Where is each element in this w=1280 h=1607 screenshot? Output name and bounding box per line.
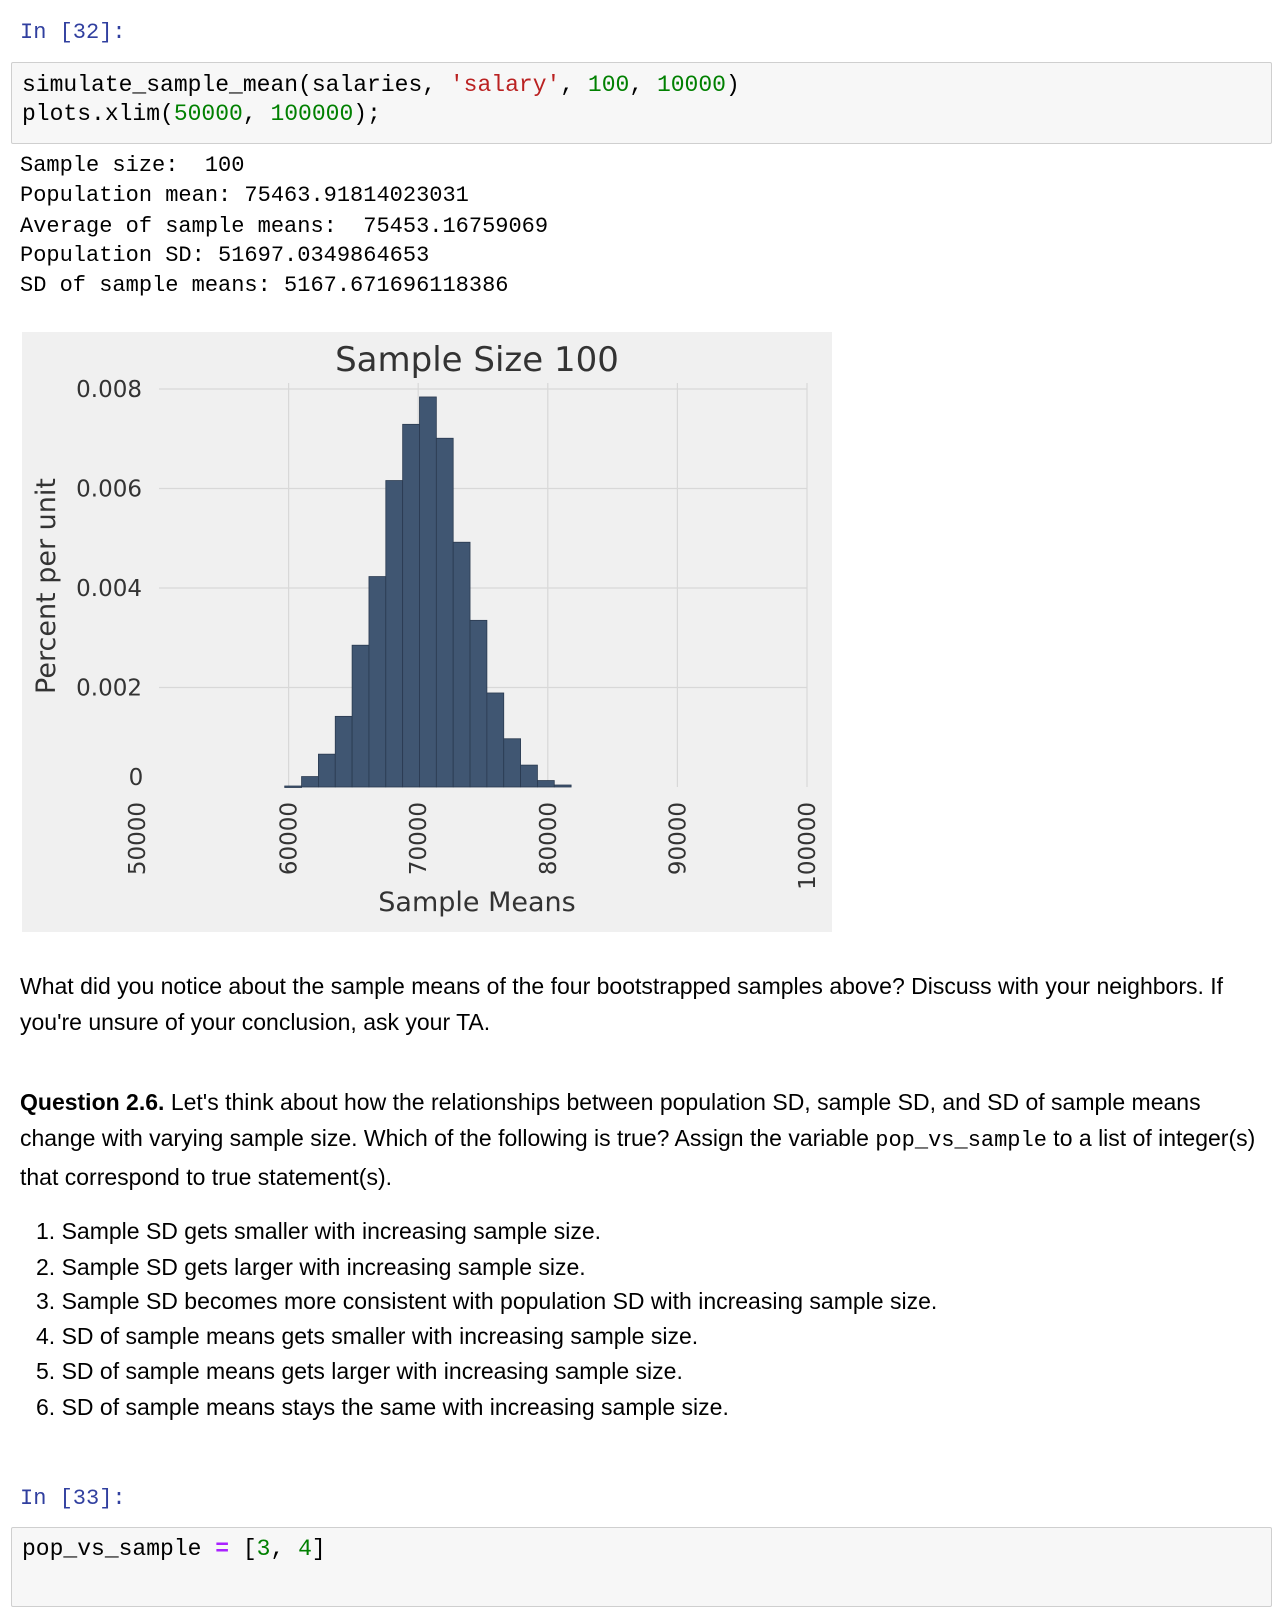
code-token: plots.xlim( [22, 101, 174, 127]
y-tick-label: 0.002 [76, 675, 142, 702]
x-tick-label: 60000 [276, 802, 303, 876]
output-line: SD of sample means: 5167.671696118386 [20, 273, 509, 298]
code-token: , [242, 101, 271, 127]
code-token: pop_vs_sample [22, 1536, 216, 1562]
code-token: simulate_sample_mean(salaries, [22, 72, 450, 98]
x-tick-label: 100000 [795, 802, 821, 890]
output-line: Average of sample means: 75453.16759069 [20, 214, 549, 239]
code-token: , [270, 1536, 299, 1562]
x-tick-label: 70000 [406, 802, 433, 876]
list-item: 6. SD of sample means stays the same with increasing sample size. [36, 1394, 729, 1420]
list-item: 5. SD of sample means gets larger with increasing sample size. [36, 1358, 683, 1384]
code-token: 50000 [173, 101, 243, 127]
code-line [22, 101, 381, 127]
histogram-bar [470, 620, 487, 787]
code-token: , [629, 72, 657, 98]
list-item: 4. SD of sample means gets smaller with increasing sample size. [36, 1323, 699, 1349]
histogram-bar [285, 786, 302, 788]
code-token: ); [353, 101, 381, 127]
histogram-bar [554, 785, 571, 787]
y-tick-label: 0 [128, 765, 144, 791]
code-token: , [560, 72, 588, 98]
code-line [22, 72, 740, 98]
histogram-bar [403, 424, 420, 787]
code-cell-33[interactable] [11, 1527, 1272, 1607]
histogram-bar [537, 781, 554, 787]
output-line: Population SD: 51697.0349864653 [20, 243, 430, 268]
question-text: to a list of integer(s) that correspond to true statement(s). [20, 1125, 1256, 1190]
histogram-bar [521, 765, 538, 787]
y-tick-label: 0.004 [76, 576, 142, 602]
output-line: Population mean: 75463.91814023031 [20, 183, 469, 208]
y-tick-label: 0.008 [76, 377, 142, 403]
x-tick-label: 90000 [665, 802, 692, 876]
code-token: 100 [587, 72, 630, 98]
question-paragraph [20, 1084, 1260, 1195]
y-tick-label: 0.006 [76, 476, 142, 503]
code-token: 3 [256, 1536, 271, 1562]
code-token: = [215, 1536, 230, 1562]
code-token: [ [229, 1536, 257, 1562]
cell-prompt-32: In [32]: [20, 20, 126, 45]
code-cell-32[interactable] [11, 62, 1272, 144]
markdown-paragraph: What did you notice about the sample means of the four bootstrapped samples above? Discuss with your neighbors. If you're unsure of your conclusion, ask your TA. [20, 973, 1224, 1035]
histogram-bar [504, 739, 521, 787]
histogram-bar [335, 716, 352, 787]
x-tick-label: 80000 [535, 802, 562, 876]
code-token: 4 [298, 1536, 312, 1562]
question-label: Question 2.6. [20, 1089, 165, 1115]
output-line: Sample size: 100 [20, 153, 245, 178]
question-text: Let's think about how the relationships between population SD, sample SD, and SD of sample means change with varying sample size. Which of the following is true? Assign the variable [20, 1089, 1201, 1151]
code-token: 'salary' [449, 72, 561, 98]
y-axis-label: Percent per unit [31, 478, 62, 694]
histogram-bar [487, 693, 504, 787]
x-tick-label: 50000 [125, 802, 151, 876]
histogram-bar [318, 754, 335, 787]
histogram-bar [419, 397, 436, 787]
histogram-bar [453, 542, 470, 787]
histogram-chart [22, 332, 832, 932]
histogram-bar [352, 645, 369, 787]
list-item: 3. Sample SD becomes more consistent with population SD with increasing sample size. [36, 1288, 938, 1314]
histogram-bar [386, 481, 403, 787]
chart-title: Sample Size 100 [335, 340, 619, 380]
histogram-bar [369, 577, 386, 787]
inline-code: pop_vs_sample [875, 1128, 1047, 1153]
code-token: 100000 [270, 101, 354, 127]
code-token: ] [311, 1536, 326, 1562]
cell-prompt-33: In [33]: [20, 1486, 126, 1511]
histogram-bar [436, 438, 453, 787]
code-token: 10000 [656, 72, 726, 98]
code-line [22, 1536, 326, 1562]
list-item: 2. Sample SD gets larger with increasing sample size. [36, 1254, 586, 1280]
histogram-bar [302, 777, 319, 787]
x-axis-label: Sample Means [378, 887, 576, 918]
code-token: ) [725, 72, 740, 98]
list-item: 1. Sample SD gets smaller with increasing sample size. [36, 1218, 602, 1244]
